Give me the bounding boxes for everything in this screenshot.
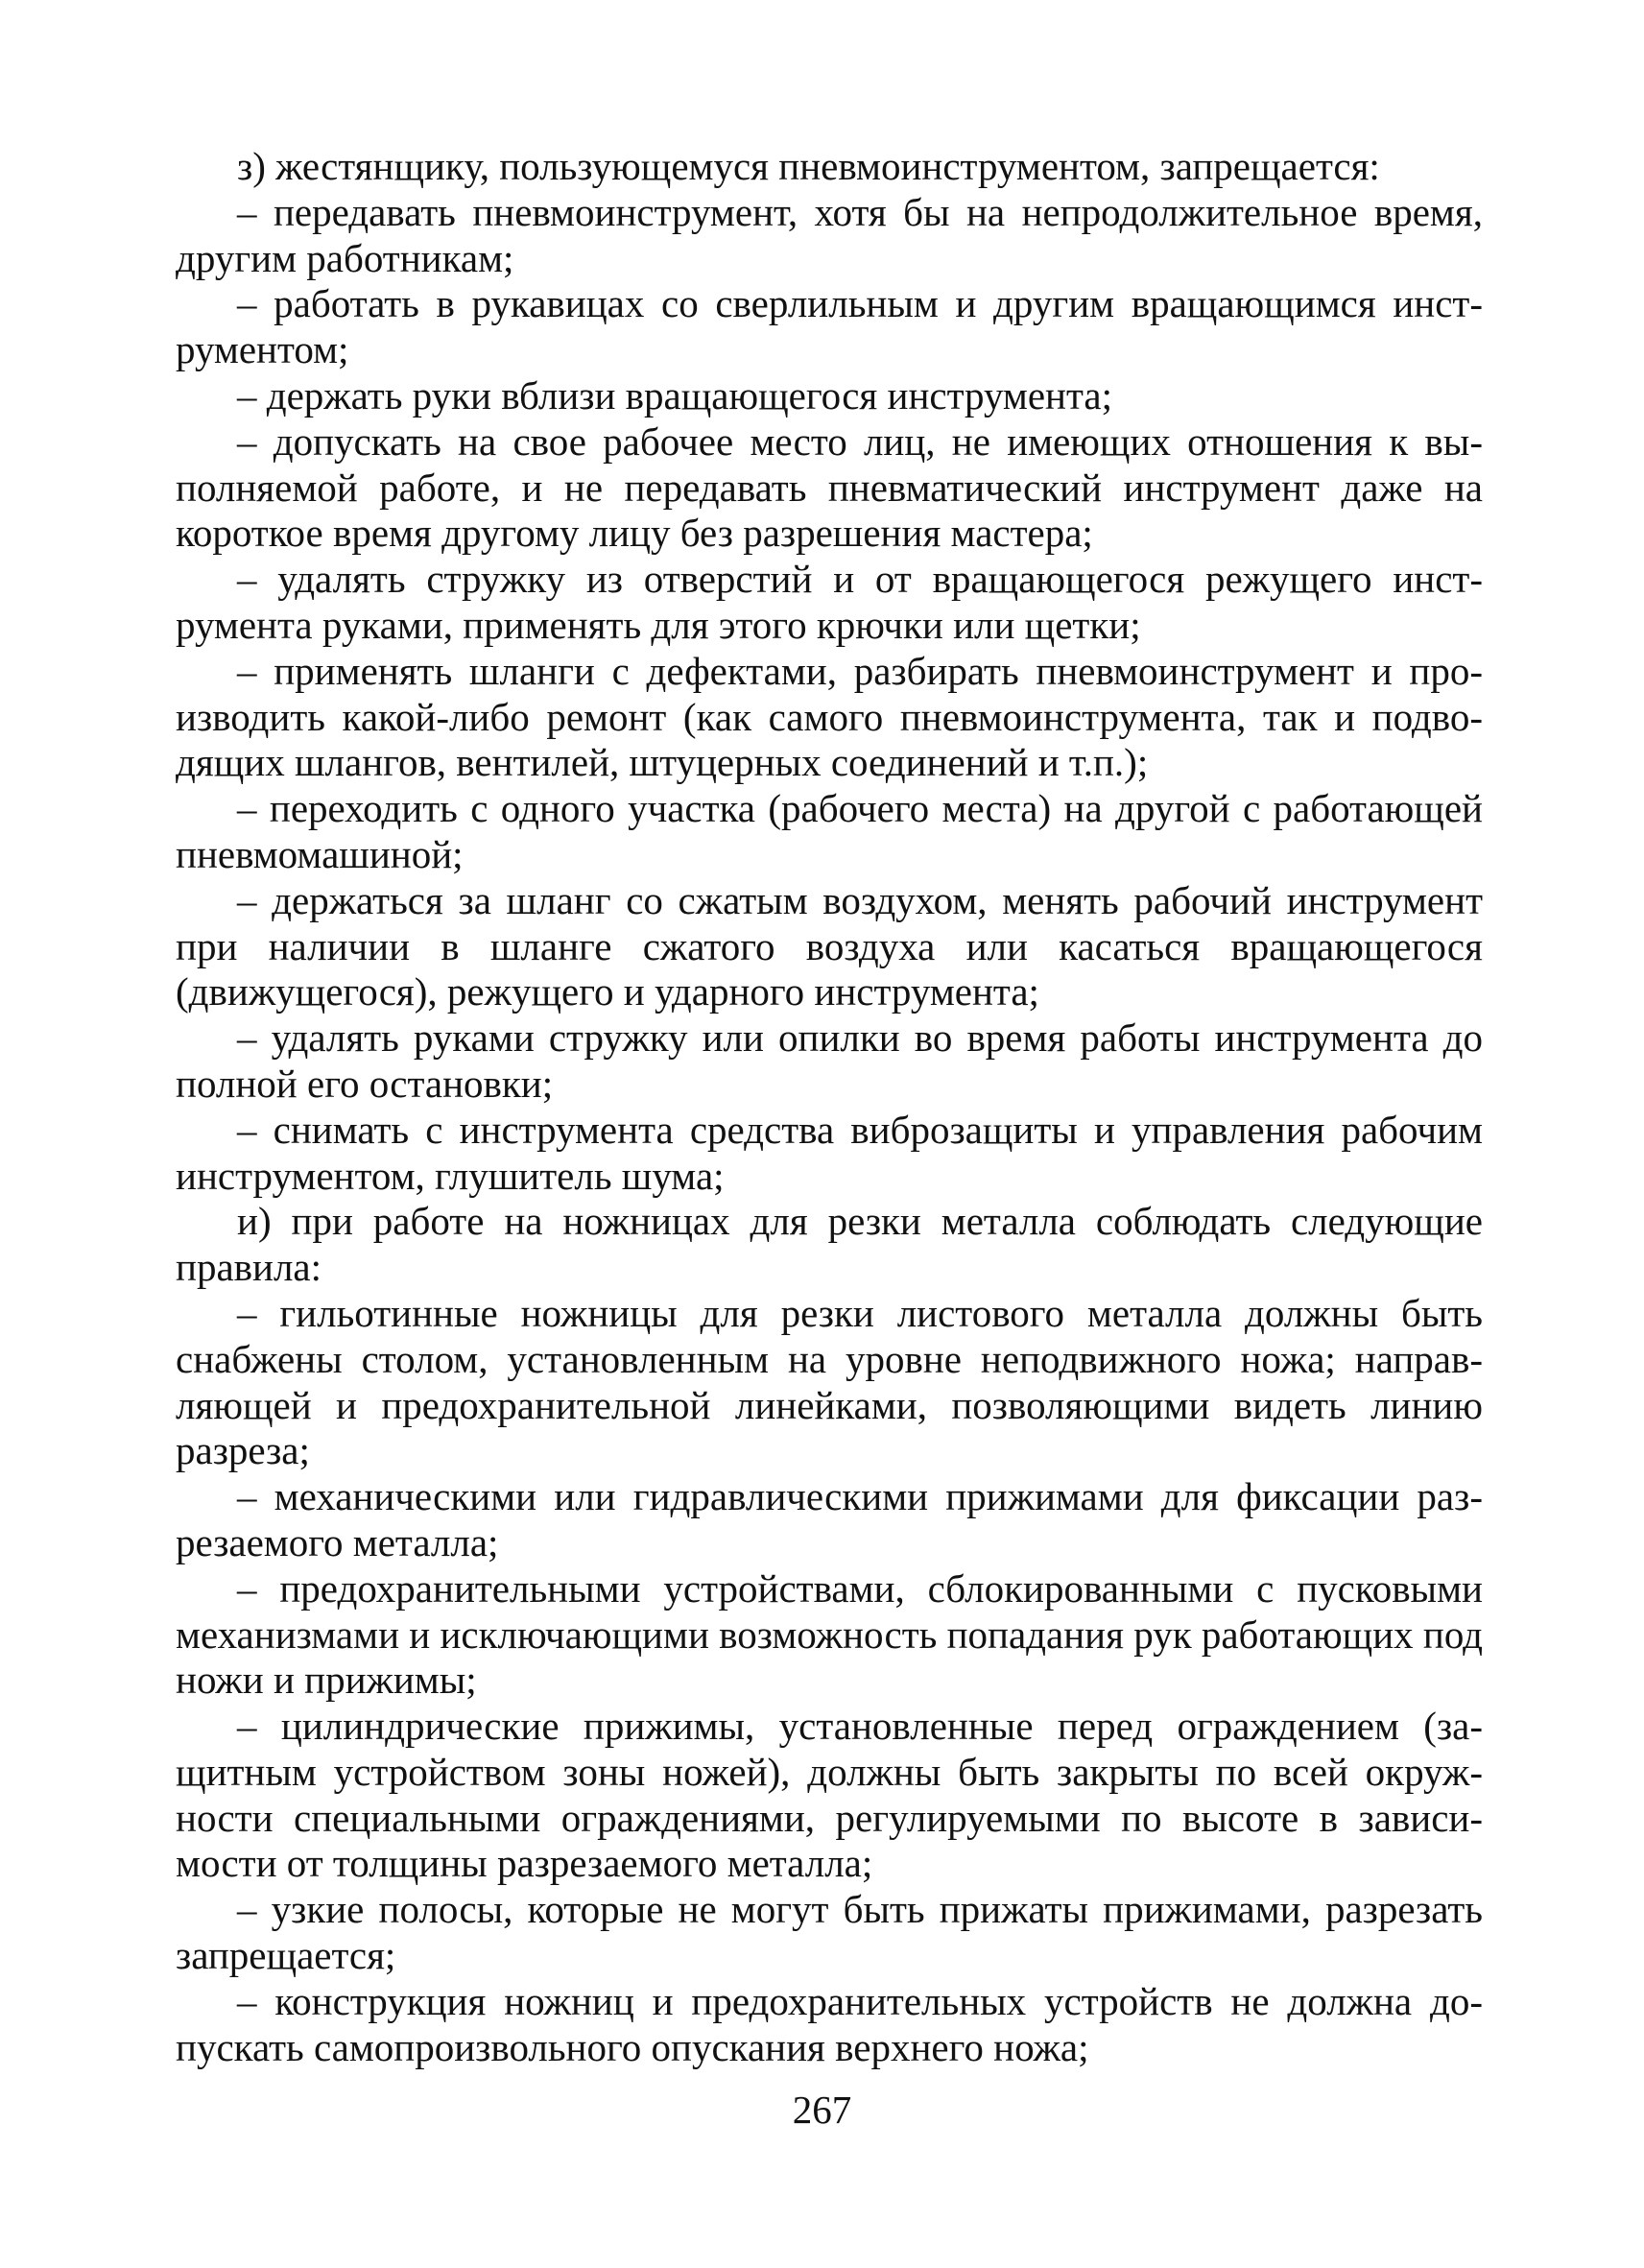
paragraph-item: – работать в рукавицах со сверлильным и другим вращающимся инструментом; <box>176 281 1483 372</box>
paragraph-item: – механическими или гидравлическими прижимами для фиксации разрезаемого металла; <box>176 1474 1483 1564</box>
paragraph-item: – снимать с инструмента средства виброзащиты и управления рабочим инструментом, глушитель шума; <box>176 1107 1483 1198</box>
paragraph-item: – держать руки вблизи вращающегося инструмента; <box>237 372 1113 418</box>
paragraph-item: – переходить с одного участка (рабочего места) на другой с работающей пневмомашиной; <box>176 786 1483 876</box>
paragraph-item: – узкие полосы, которые не могут быть прижаты прижимами, разрезать запрещается; <box>176 1887 1483 1978</box>
paragraph-item: – применять шланги с дефектами, разбирать пневмоинструмент и производить какой-либо ремонт (как самого пневмоинструмента, так и подводящих шлангов, вентилей, штуцерных соединений и т.п.); <box>176 648 1483 785</box>
paragraph-item: – держаться за шланг со сжатым воздухом, менять рабочий инструмент при наличии в шланге сжатого воздуха или касаться вращающегося (движущегося), режущего и ударного инструмента; <box>176 877 1483 1015</box>
paragraph-item: – предохранительными устройствами, сблокированными с пусковыми механизмами и исключающими возможность попадания рук работающих под ножи и прижимы; <box>176 1565 1484 1703</box>
paragraph-item: – конструкция ножниц и предохранительных устройств не должна допускать самопроизвольного опускания верхнего ножа; <box>176 1978 1483 2069</box>
paragraph-item: – передавать пневмоинструмент, хотя бы на непродолжительное время, другим работникам; <box>176 189 1483 280</box>
page-number: 267 <box>792 2088 852 2132</box>
paragraph-item: – удалять стружку из отверстий и от вращающегося режущего инструмента руками, применять для этого крючки или щетки; <box>176 557 1483 647</box>
paragraph-item: – гильотинные ножницы для резки листового металла должны быть снабжены столом, установленным на уровне неподвижного ножа; направляющей и предохранительной линейками, позволяющими видеть линию разреза; <box>176 1290 1483 1473</box>
paragraph-item: – допускать на свое рабочее место лиц, не имеющих отношения к выполняемой работе, и не передавать пневматический инструмент даже на короткое время другому лицу без разрешения мастера; <box>176 418 1483 556</box>
page-body <box>176 144 1483 2070</box>
paragraph-item: – цилиндрические прижимы, установленные перед ограждением (защитным устройством зоны ножей), должны быть закрыты по всей окружности специальными ограждениями, регулируемыми по высоте в зависимости от толщины разрезаемого металла; <box>176 1704 1483 1886</box>
paragraph-section: и) при работе на ножницах для резки металла соблюдать следующие правила: <box>176 1199 1483 1290</box>
paragraph-intro: з) жестянщику, пользующемуся пневмоинструментом, запрещается: <box>237 144 1380 188</box>
paragraph-item: – удалять руками стружку или опилки во время работы инструмента до полной его остановки; <box>176 1015 1483 1106</box>
